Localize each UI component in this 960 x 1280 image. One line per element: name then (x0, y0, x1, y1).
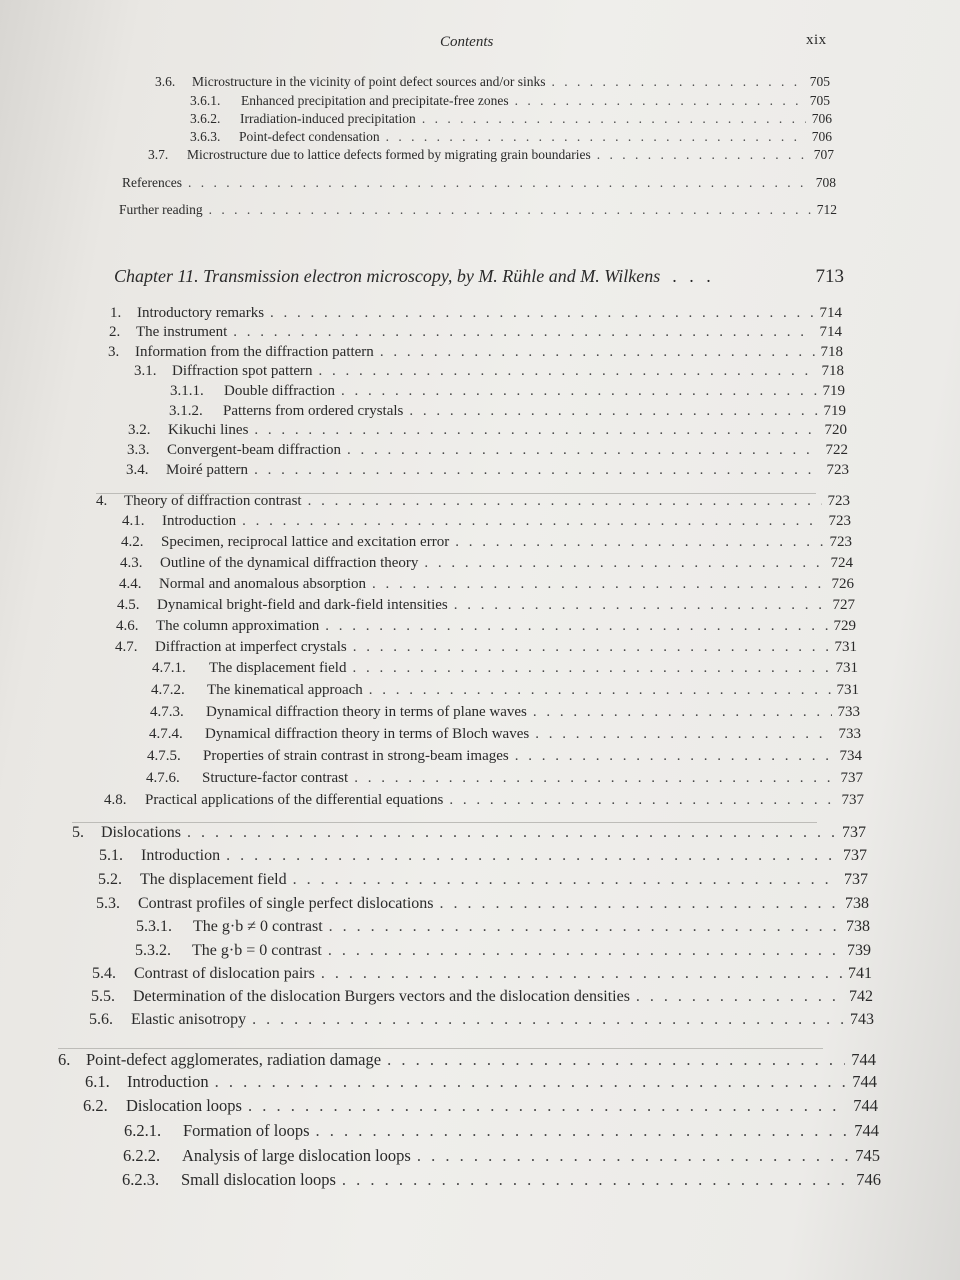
toc-entry (115, 639, 857, 656)
toc-entry-page-number: 737 (840, 770, 863, 786)
toc-entry (96, 493, 850, 510)
toc-entry-title: Contrast profiles of single perfect dislocations (138, 895, 434, 912)
toc-entry-page-number: 729 (833, 618, 856, 634)
toc-entry-title: The displacement field (140, 871, 287, 888)
toc-entry-title: Point-defect condensation (239, 129, 380, 144)
chapter-title: Chapter 11. Transmission electron microscopy, by M. Rühle and M. Wilkens (114, 266, 661, 286)
toc-entry-title: Determination of the dislocation Burgers vectors and the dislocation densities (133, 988, 630, 1005)
toc-leader-dots (515, 93, 804, 109)
toc-entry-number: 5.3. (96, 895, 120, 912)
section-divider (72, 822, 817, 823)
toc-entry (110, 305, 842, 322)
toc-entry-number: 3. (108, 344, 120, 360)
toc-entry-number: 6.2.1. (124, 1121, 162, 1140)
toc-entry (151, 682, 859, 699)
toc-entry-number: 3.1.2. (169, 403, 203, 419)
toc-entry-title: Elastic anisotropy (131, 1011, 247, 1028)
chapter-heading (114, 266, 844, 288)
toc-entry (122, 513, 851, 530)
toc-leader-dots (328, 942, 841, 960)
toc-entry (119, 202, 837, 218)
toc-leader-dots (215, 1072, 847, 1092)
toc-leader-dots (188, 175, 810, 191)
toc-leader-dots (233, 324, 813, 341)
toc-leader-dots (342, 1170, 850, 1190)
toc-leader-dots (454, 597, 827, 614)
toc-entry (126, 462, 849, 479)
toc-entry-page-number: 731 (834, 639, 857, 655)
toc-entry-title: The displacement field (209, 660, 347, 676)
toc-entry-page-number: 705 (809, 93, 830, 108)
toc-entry-page-number: 714 (819, 324, 842, 340)
toc-leader-dots (254, 422, 818, 439)
toc-entry (116, 618, 856, 635)
toc-entry-title: Introduction (162, 513, 237, 529)
running-header-title: Contents (440, 34, 494, 50)
toc-entry-number: 4.7.5. (147, 748, 181, 764)
toc-entry (121, 534, 852, 551)
toc-leader-dots (417, 1146, 849, 1166)
toc-leader-dots (319, 363, 816, 380)
toc-entry-number: 5. (72, 824, 84, 841)
toc-entry-number: 5.3.1. (136, 918, 172, 935)
toc-entry-title: Contrast of dislocation pairs (134, 965, 315, 982)
toc-entry-title: Irradiation-induced precipitation (240, 111, 416, 126)
toc-entry-number: 4.7. (115, 639, 138, 655)
toc-entry-number: 6.1. (85, 1072, 110, 1091)
toc-entry (99, 847, 867, 865)
toc-leader-dots (354, 770, 834, 787)
toc-entry-number: 5.2. (98, 871, 122, 888)
toc-leader-dots (422, 111, 806, 127)
toc-entry-page-number: 724 (830, 555, 853, 571)
toc-leader-dots (316, 1121, 849, 1141)
toc-leader-dots (449, 792, 835, 809)
toc-entry-page-number: 708 (815, 175, 836, 190)
toc-entry (109, 324, 842, 341)
toc-leader-dots (424, 555, 824, 572)
toc-leader-dots (252, 1011, 844, 1029)
toc-entry-title: Enhanced precipitation and precipitate-free zones (241, 93, 509, 108)
toc-entry-page-number: 743 (850, 1011, 874, 1028)
toc-entry (122, 175, 836, 191)
toc-entry (134, 363, 844, 380)
toc-entry-title: Small dislocation loops (181, 1170, 336, 1189)
toc-entry (190, 129, 832, 145)
toc-entry (146, 770, 863, 787)
toc-entry-number: 3.6.1. (190, 93, 221, 108)
toc-entry-title: The g·b = 0 contrast (192, 942, 322, 959)
toc-entry-page-number: 744 (851, 1050, 876, 1069)
toc-entry (155, 74, 830, 90)
toc-leader-dots (515, 748, 834, 765)
toc-entry (104, 792, 864, 809)
toc-entry (91, 988, 873, 1006)
toc-leader-dots (533, 704, 832, 721)
toc-entry-page-number: 726 (831, 576, 854, 592)
toc-entry-page-number: 739 (847, 942, 871, 959)
toc-entry-number: 4.7.4. (149, 726, 183, 742)
toc-entry-title: The kinematical approach (207, 682, 363, 698)
toc-entry-number: 4.8. (104, 792, 127, 808)
toc-entry-title: The instrument (136, 324, 228, 340)
toc-entry (58, 1050, 876, 1070)
toc-entry (119, 576, 854, 593)
toc-entry-page-number: 723 (827, 493, 850, 509)
toc-entry-number: 5.4. (92, 965, 116, 982)
toc-entry-page-number: 723 (826, 462, 849, 478)
toc-entry-number: 4.7.1. (152, 660, 186, 676)
toc-leader-dots (270, 305, 813, 322)
toc-entry-number: 3.7. (148, 147, 169, 162)
toc-entry-number: 4.4. (119, 576, 142, 592)
toc-leader-dots (187, 824, 836, 842)
toc-entry-page-number: 707 (813, 147, 834, 162)
toc-leader-dots (386, 129, 806, 145)
toc-entry-title: Specimen, reciprocal lattice and excitation error (161, 534, 450, 550)
toc-entry-number: 6.2.3. (122, 1170, 160, 1189)
toc-entry-page-number: 741 (848, 965, 872, 982)
toc-entry-number: 5.6. (89, 1011, 113, 1028)
toc-entry-title: Moiré pattern (166, 462, 249, 478)
toc-entry-page-number: 737 (844, 871, 868, 888)
toc-entry-page-number: 744 (852, 1072, 877, 1091)
toc-entry (96, 895, 869, 913)
toc-entry-title: Convergent-beam diffraction (167, 442, 341, 458)
toc-leader-dots (248, 1096, 847, 1116)
toc-entry-number: 4.7.2. (151, 682, 185, 698)
toc-entry-title: The g·b ≠ 0 contrast (193, 918, 323, 935)
toc-entry-number: 5.1. (99, 847, 123, 864)
toc-entry-page-number: 719 (822, 383, 845, 399)
toc-leader-dots (552, 74, 804, 90)
toc-entry-page-number: 737 (843, 847, 867, 864)
toc-leader-dots (369, 682, 831, 699)
toc-entry (98, 871, 868, 889)
toc-entry-page-number: 722 (825, 442, 848, 458)
toc-leader-dots (321, 965, 842, 983)
toc-entry-title: The column approximation (156, 618, 320, 634)
toc-entry-page-number: 714 (819, 305, 842, 321)
toc-entry (150, 704, 860, 721)
toc-entry-number: 2. (109, 324, 121, 340)
chapter-page-number: 713 (815, 266, 844, 287)
toc-entry-page-number: 731 (836, 682, 859, 698)
toc-entry-number: 6.2. (83, 1096, 108, 1115)
toc-entry-title: Formation of loops (183, 1121, 310, 1140)
toc-entry (149, 726, 861, 743)
toc-entry-title: Point-defect agglomerates, radiation damage (86, 1050, 382, 1069)
toc-entry (147, 748, 862, 765)
toc-entry-title: Microstructure due to lattice defects formed by migrating grain boundaries (187, 147, 591, 162)
toc-entry-title: Information from the diffraction pattern (135, 344, 374, 360)
toc-leader-dots (341, 383, 817, 400)
toc-entry (169, 403, 846, 420)
toc-entry-number: 4.7.3. (150, 704, 184, 720)
toc-entry-title: Patterns from ordered crystals (223, 403, 404, 419)
toc-entry-number: 3.4. (126, 462, 149, 478)
toc-entry-number: 3.6. (155, 74, 176, 89)
toc-entry-title: Normal and anomalous absorption (159, 576, 367, 592)
toc-leader-dots (209, 202, 811, 218)
toc-entry-number: 6.2.2. (123, 1146, 161, 1165)
toc-leader-dots (597, 147, 808, 163)
toc-entry-page-number: 723 (829, 534, 852, 550)
toc-entry-number: 4.7.6. (146, 770, 180, 786)
toc-leader-dots (242, 513, 822, 530)
toc-entry-page-number: 744 (853, 1096, 878, 1115)
toc-leader-dots (347, 442, 820, 459)
toc-entry-page-number: 738 (846, 918, 870, 935)
running-header-page-number: xix (806, 32, 827, 48)
toc-entry (190, 93, 830, 109)
toc-entry-title: Dislocation loops (126, 1096, 242, 1115)
toc-entry-title: Properties of strain contrast in strong-beam images (203, 748, 509, 764)
toc-entry-title: Dynamical diffraction theory in terms of Bloch waves (205, 726, 530, 742)
toc-entry-page-number: 737 (842, 824, 866, 841)
toc-entry (148, 147, 834, 163)
toc-entry-number: 5.3.2. (135, 942, 171, 959)
toc-leader-dots (439, 895, 839, 913)
toc-entry-page-number: 737 (841, 792, 864, 808)
toc-leader-dots (636, 988, 843, 1006)
toc-entry-number: 1. (110, 305, 122, 321)
toc-entry-number: 3.2. (128, 422, 151, 438)
toc-leader-dots (293, 871, 838, 889)
toc-entry-number: 4. (96, 493, 108, 509)
toc-entry-title: Analysis of large dislocation loops (182, 1146, 411, 1165)
toc-entry (136, 918, 870, 936)
toc-entry-page-number: 734 (839, 748, 862, 764)
toc-entry-number: 4.3. (120, 555, 143, 571)
toc-entry (117, 597, 855, 614)
toc-entry-page-number: 744 (854, 1121, 879, 1140)
toc-entry-page-number: 723 (828, 513, 851, 529)
toc-entry-title: Practical applications of the differential equations (145, 792, 444, 808)
toc-entry-number: 3.6.2. (190, 111, 221, 126)
toc-entry-title: References (122, 175, 182, 190)
toc-entry-page-number: 745 (855, 1146, 880, 1165)
toc-entry-title: Theory of diffraction contrast (124, 493, 302, 509)
toc-entry-number: 4.5. (117, 597, 140, 613)
toc-entry-title: Further reading (119, 202, 203, 217)
toc-entry (127, 442, 848, 459)
toc-entry-title: Kikuchi lines (168, 422, 249, 438)
toc-entry-title: Dynamical bright-field and dark-field intensities (157, 597, 448, 613)
toc-entry-page-number: 719 (823, 403, 846, 419)
toc-entry-number: 3.1.1. (170, 383, 204, 399)
toc-entry-number: 4.1. (122, 513, 145, 529)
toc-entry-page-number: 746 (856, 1170, 881, 1189)
toc-entry (152, 660, 858, 677)
toc-entry (89, 1011, 874, 1029)
toc-leader-dots (353, 639, 829, 656)
toc-entry (122, 1170, 881, 1190)
toc-entry (72, 824, 866, 842)
toc-entry-number: 5.5. (91, 988, 115, 1005)
toc-entry-title: Microstructure in the vicinity of point defect sources and/or sinks (192, 74, 546, 89)
toc-leader-dots (380, 344, 815, 361)
toc-entry-page-number: 706 (811, 129, 832, 144)
toc-entry-number: 4.2. (121, 534, 144, 550)
toc-entry-page-number: 738 (845, 895, 869, 912)
toc-entry-title: Introductory remarks (137, 305, 265, 321)
toc-leader-dots (387, 1050, 845, 1070)
toc-leader-dots (308, 493, 822, 510)
toc-leader-dots (329, 918, 840, 936)
toc-entry-number: 6. (58, 1050, 71, 1069)
toc-entry (128, 422, 847, 439)
toc-leader-dots (352, 660, 829, 677)
toc-entry-page-number: 718 (821, 363, 844, 379)
toc-entry-title: Introduction (141, 847, 221, 864)
toc-entry-page-number: 705 (809, 74, 830, 89)
toc-entry-page-number: 706 (811, 111, 832, 126)
toc-entry-title: Structure-factor contrast (202, 770, 349, 786)
toc-entry (170, 383, 845, 400)
section-divider (58, 1048, 823, 1049)
toc-entry-title: Dynamical diffraction theory in terms of plane waves (206, 704, 527, 720)
toc-entry-page-number: 731 (835, 660, 858, 676)
toc-entry-title: Diffraction at imperfect crystals (155, 639, 347, 655)
toc-entry-page-number: 727 (832, 597, 855, 613)
toc-leader-dots (254, 462, 820, 479)
toc-leader-dots (409, 403, 817, 420)
toc-entry (83, 1096, 878, 1116)
toc-entry-title: Double diffraction (224, 383, 335, 399)
toc-entry-title: Outline of the dynamical diffraction theory (160, 555, 419, 571)
toc-entry-page-number: 733 (837, 704, 860, 720)
toc-entry-number: 4.6. (116, 618, 139, 634)
toc-leader-dots (325, 618, 827, 635)
toc-entry-title: Introduction (127, 1072, 209, 1091)
toc-entry (108, 344, 843, 361)
toc-entry (135, 942, 871, 960)
toc-entry-page-number: 718 (820, 344, 843, 360)
toc-entry-number: 3.3. (127, 442, 150, 458)
toc-entry (85, 1072, 877, 1092)
chapter-leader-dots: . . . (672, 266, 715, 286)
toc-entry (120, 555, 853, 572)
toc-entry-page-number: 712 (816, 202, 837, 217)
toc-entry-title: Dislocations (101, 824, 181, 841)
toc-entry (190, 111, 832, 127)
toc-entry-page-number: 742 (849, 988, 873, 1005)
toc-entry-number: 3.1. (134, 363, 157, 379)
toc-entry (92, 965, 872, 983)
toc-leader-dots (455, 534, 823, 551)
toc-entry-page-number: 733 (838, 726, 861, 742)
toc-leader-dots (535, 726, 832, 743)
toc-leader-dots (226, 847, 837, 865)
toc-entry-page-number: 720 (824, 422, 847, 438)
toc-entry (124, 1121, 879, 1141)
toc-entry-title: Diffraction spot pattern (172, 363, 313, 379)
toc-entry (123, 1146, 880, 1166)
toc-leader-dots (372, 576, 825, 593)
toc-entry-number: 3.6.3. (190, 129, 221, 144)
